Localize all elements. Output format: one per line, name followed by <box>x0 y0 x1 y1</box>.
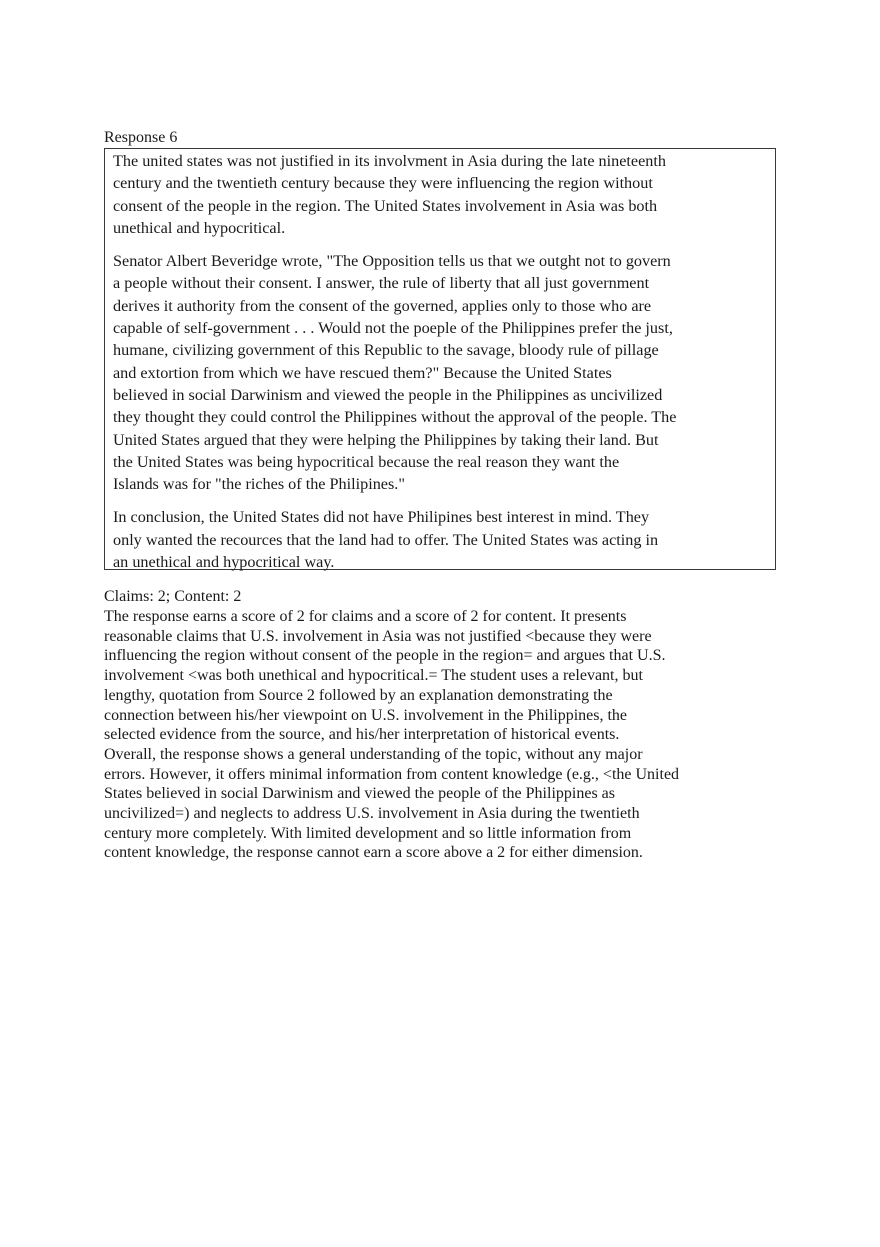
text-line: selected evidence from the source, and his/her interpretation of historical events. <box>104 726 620 744</box>
response-heading: Response 6 <box>104 129 178 146</box>
text-line: The united states was not justified in its involvment in Asia during the late nineteenth <box>113 152 666 170</box>
text-line: they thought they could control the Philippines without the approval of the people. The <box>113 408 677 427</box>
text-line: capable of self-government . . . Would not the poeple of the Philippines prefer the just, <box>113 319 673 338</box>
scoring-commentary <box>104 607 784 863</box>
text-line: a people without their consent. I answer, the rule of liberty that all just government <box>113 274 650 293</box>
text-line: States believed in social Darwinism and viewed the people of the Philippines as <box>104 785 615 803</box>
text-line: the United States was being hypocritical because the real reason they want the <box>113 452 620 471</box>
text-line: errors. However, it offers minimal information from content knowledge (e.g., <the United <box>104 765 680 783</box>
response-paragraph-intro <box>113 150 775 239</box>
text-line: United States argued that they were helping the Philippines by taking their land. But <box>113 430 659 449</box>
text-line: Senator Albert Beveridge wrote, "The Opposition tells us that we outght not to govern <box>113 252 671 271</box>
text-line: connection between his/her viewpoint on U.S. involvement in the Philippines, the <box>104 706 628 724</box>
response-paragraph-evidence <box>113 250 775 495</box>
text-line: century more completely. With limited development and so little information from <box>104 824 632 842</box>
text-line: humane, civilizing government of this Republic to the savage, bloody rule of pillage <box>113 341 659 360</box>
text-line: believed in social Darwinism and viewed the people in the Philippines as uncivilized <box>113 385 663 404</box>
text-line: derives it authority from the consent of the governed, applies only to those who are <box>113 296 652 315</box>
score-summary: Claims: 2; Content: 2 <box>104 588 242 605</box>
text-line: century and the twentieth century because they were influencing the region without <box>113 174 653 193</box>
text-line: unethical and hypocritical. <box>113 218 286 237</box>
text-line: influencing the region without consent of the people in the region= and argues that U.S. <box>104 647 666 665</box>
text-line: uncivilized=) and neglects to address U.S. involvement in Asia during the twentieth <box>104 805 640 823</box>
text-line: consent of the people in the region. The United States involvement in Asia was both <box>113 196 658 215</box>
text-line: In conclusion, the United States did not have Philipines best interest in mind. They <box>113 508 650 527</box>
scoring-section <box>104 587 784 863</box>
text-line: an unethical and hypocritical way. <box>113 553 335 572</box>
text-line: only wanted the recources that the land had to offer. The United States was acting in <box>113 530 659 549</box>
text-line: involvement <was both unethical and hypocritical.= The student uses a relevant, but <box>104 667 643 685</box>
text-line: The response earns a score of 2 for claims and a score of 2 for content. It presents <box>104 608 627 625</box>
text-line: reasonable claims that U.S. involvement in Asia was not justified <because they were <box>104 627 652 645</box>
student-response-box <box>104 148 776 570</box>
text-line: content knowledge, the response cannot earn a score above a 2 for either dimension. <box>104 844 643 862</box>
text-line: Islands was for "the riches of the Philipines." <box>113 475 405 494</box>
response-paragraph-conclusion <box>113 506 775 573</box>
text-line: lengthy, quotation from Source 2 followed by an explanation demonstrating the <box>104 686 613 704</box>
text-line: Overall, the response shows a general understanding of the topic, without any major <box>104 745 643 763</box>
text-line: and extortion from which we have rescued them?" Because the United States <box>113 363 612 382</box>
